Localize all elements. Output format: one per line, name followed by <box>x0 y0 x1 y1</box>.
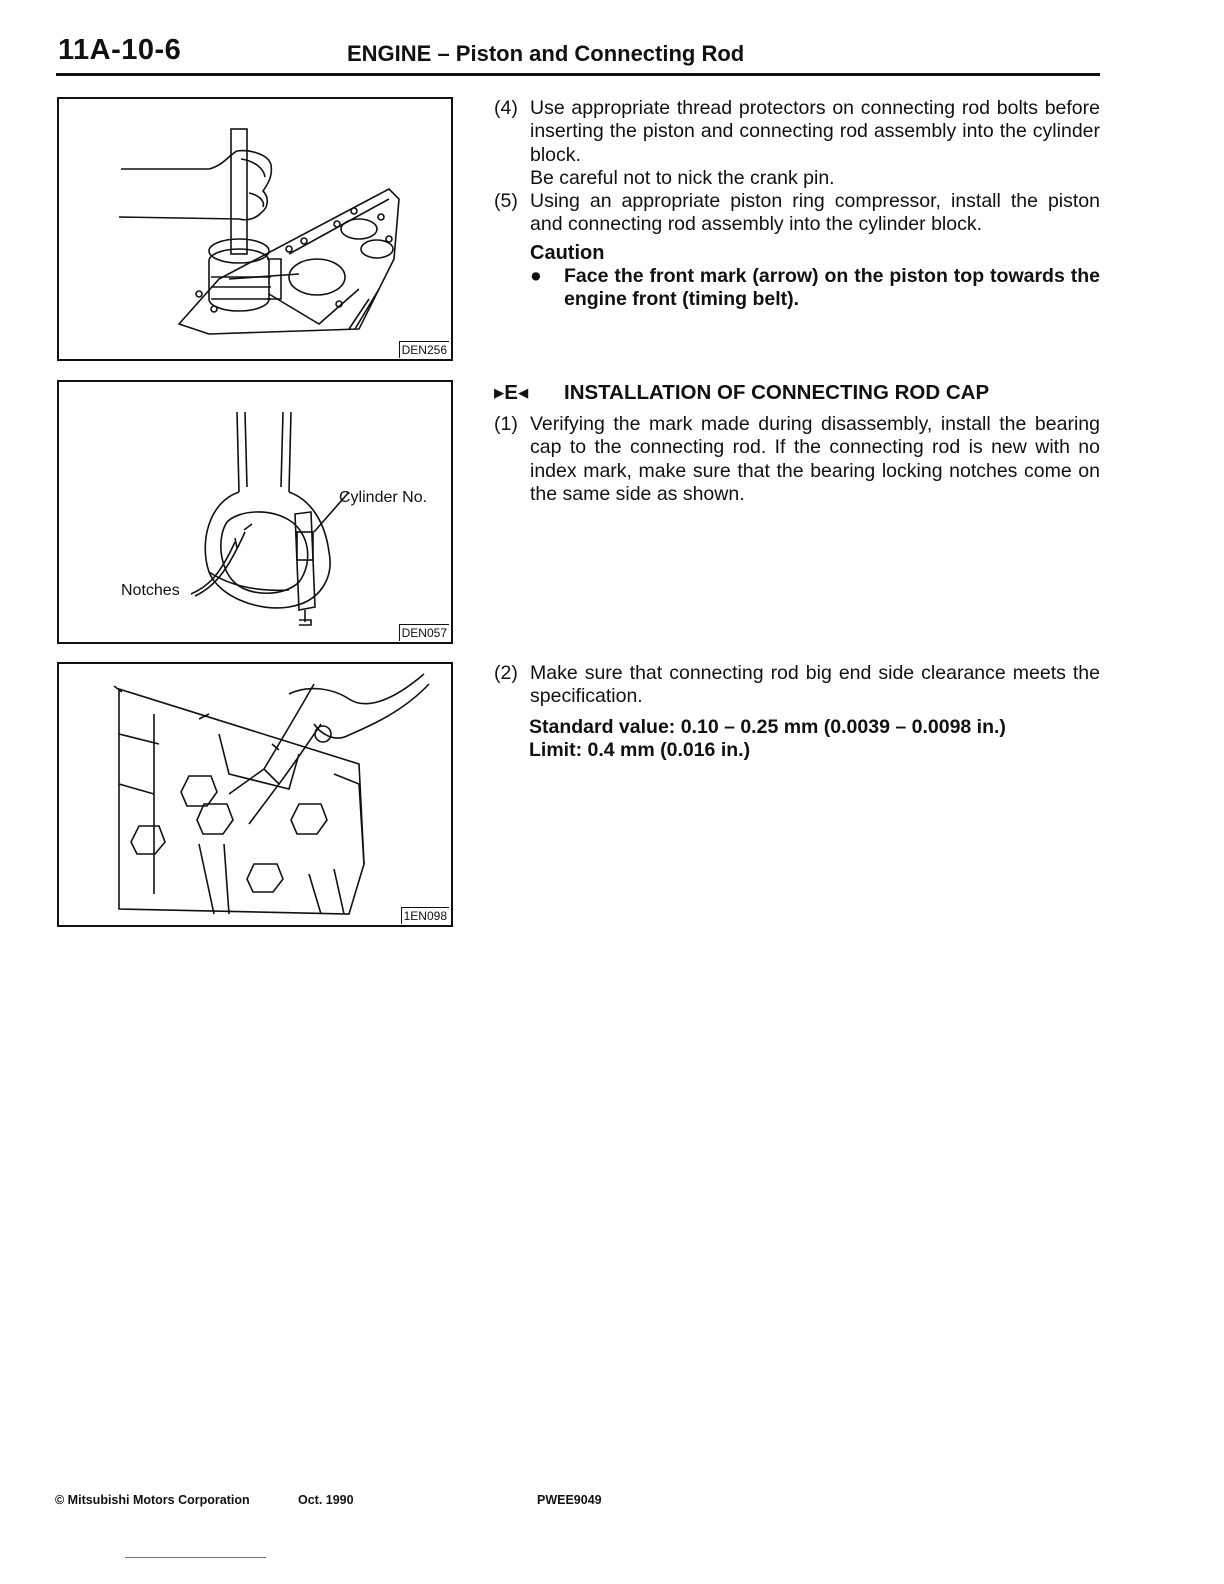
connecting-rod-illustration <box>59 382 451 642</box>
section-heading <box>494 380 989 405</box>
step-text: Using an appropriate piston ring compressor, install the piston and connecting rod assembly into the cylinder block. <box>530 190 1100 236</box>
figure-connecting-rod-cap <box>57 380 453 644</box>
scan-artifact-line <box>125 1557 266 1558</box>
piston-install-steps <box>494 97 1100 312</box>
step-text: Verifying the mark made during disassembly, install the bearing cap to the connecting rod. If the connecting rod is new with no index mark, make sure that the bearing locking notches come on the same side as shown. <box>530 413 1100 505</box>
notches-label: Notches <box>121 582 180 599</box>
limit-value: Limit: 0.4 mm (0.016 in.) <box>529 738 751 761</box>
page-title: ENGINE – Piston and Connecting Rod <box>347 41 745 66</box>
footer-copyright: © Mitsubishi Motors Corporation <box>55 1493 250 1507</box>
step-text: Make sure that connecting rod big end side clearance meets the specification. <box>530 662 1100 708</box>
footer-date: Oct. 1990 <box>298 1493 354 1507</box>
figure-code: DEN256 <box>399 341 449 358</box>
step-1 <box>494 413 1100 506</box>
clearance-steps <box>494 662 1100 762</box>
step-number: (1) <box>494 413 518 435</box>
standard-value: Standard value: 0.10 – 0.25 mm (0.0039 – 0.0098 in.) <box>529 715 1006 738</box>
step-4-note: Be careful not to nick the crank pin. <box>530 166 835 189</box>
page-number: 11A-10-6 <box>58 34 182 66</box>
figure-code: DEN057 <box>399 624 449 641</box>
bullet-icon: ● <box>530 265 542 288</box>
step-text: Use appropriate thread protectors on connecting rod bolts before inserting the piston and connecting rod assembly into the cylinder block. <box>530 97 1100 166</box>
header-rule <box>56 73 1100 76</box>
step-number: (4) <box>494 97 518 119</box>
step-5 <box>494 190 1100 237</box>
caution-heading: Caution <box>530 241 605 264</box>
rod-cap-steps <box>494 413 1100 506</box>
caution-item <box>530 265 1100 312</box>
side-clearance-illustration <box>59 664 451 925</box>
piston-install-illustration <box>59 99 451 359</box>
section-marker: ▸E◂ <box>494 381 529 404</box>
step-4 <box>494 97 1100 167</box>
cylinder-number-label: Cylinder No. <box>339 489 428 506</box>
section-heading-text: INSTALLATION OF CONNECTING ROD CAP <box>564 381 990 404</box>
step-number: (2) <box>494 662 518 684</box>
step-2 <box>494 662 1100 709</box>
figure-code: 1EN098 <box>401 907 449 924</box>
footer-doc-code: PWEE9049 <box>537 1493 602 1507</box>
figure-piston-install <box>57 97 453 361</box>
step-number: (5) <box>494 190 518 213</box>
figure-side-clearance <box>57 662 453 927</box>
caution-text: Face the front mark (arrow) on the piston top towards the engine front (timing belt). <box>564 265 1100 311</box>
